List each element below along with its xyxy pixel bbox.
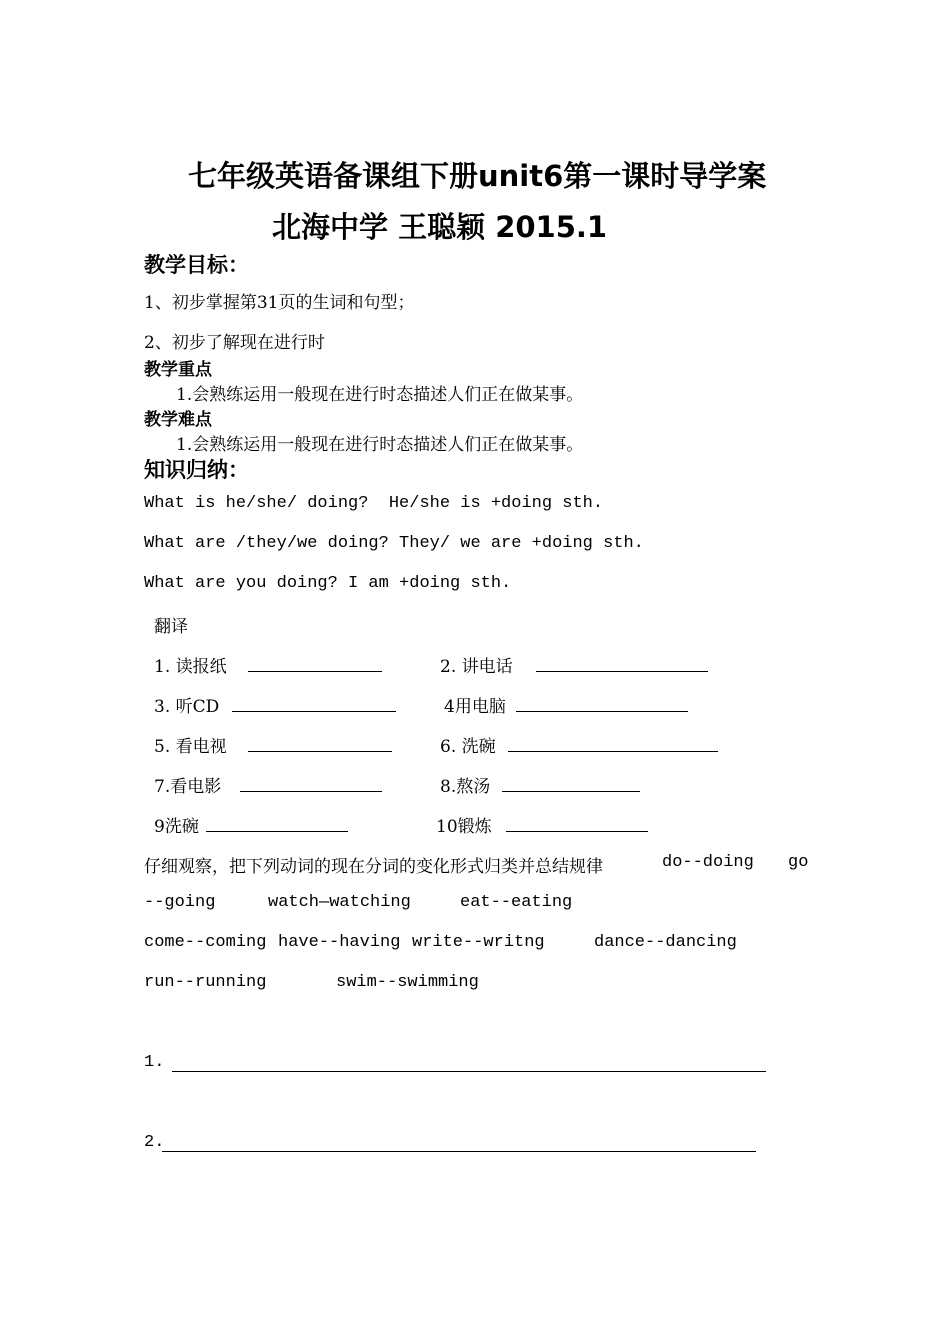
goal-item-1: 1、初步掌握第31页的生词和句型； [144,293,415,313]
key-point-item-1: 1.会熟练运用一般现在进行时态描述人们正在做某事。 [176,385,584,405]
summary-blank-2[interactable] [162,1151,756,1152]
example-run: run--running [144,973,267,992]
page-subtitle: 北海中学 王聪颖 2015.1 [272,210,608,244]
example-come: come--coming [144,933,267,952]
answer-blank-6[interactable] [508,751,718,752]
key-points-heading: 教学重点 [144,360,212,380]
knowledge-line-2: What are /they/we doing? They/ we are +doing sth. [144,534,644,553]
answer-label-1: 1. [144,1053,165,1072]
example-eat: eat--eating [460,893,573,912]
example-go: go [788,853,809,872]
example-do: do--doing [662,853,754,872]
observe-intro: 仔细观察，把下列动词的现在分词的变化形式归类并总结规律 [144,857,603,877]
answer-blank-8[interactable] [502,791,640,792]
translate-item-3: 3. 听CD [154,697,225,717]
example-watch: watch—watching [268,893,411,912]
goal-item-2: 2、初步了解现在进行时 [144,333,325,353]
translate-item-6: 6. 洗碗 [440,737,496,757]
answer-blank-3[interactable] [232,711,396,712]
answer-blank-9[interactable] [206,831,348,832]
knowledge-line-1: What is he/she/ doing? He/she is +doing sth. [144,494,604,513]
difficulties-heading: 教学难点 [144,410,212,430]
page-title: 七年级英语备课组下册unit6第一课时导学案 [188,159,767,193]
difficulty-item-1: 1.会熟练运用一般现在进行时态描述人们正在做某事。 [176,435,584,455]
knowledge-heading: 知识归纳： [144,458,249,482]
example-have: have--having [278,933,401,952]
translate-item-4: 4用电脑 [444,697,506,717]
example-dance: dance--dancing [594,933,737,952]
summary-blank-1[interactable] [172,1071,766,1072]
translate-heading: 翻译 [154,617,188,637]
example-going: --going [144,893,216,912]
translate-item-5: 5. 看电视 [154,737,233,757]
answer-label-2: 2. [144,1133,165,1152]
translate-item-9: 9洗碗 [154,817,199,837]
answer-blank-4[interactable] [516,711,688,712]
answer-blank-1[interactable] [248,671,382,672]
example-swim: swim--swimming [336,973,479,992]
knowledge-line-3: What are you doing? I am +doing sth. [144,574,512,593]
answer-blank-10[interactable] [506,831,648,832]
answer-blank-2[interactable] [536,671,708,672]
goals-heading: 教学目标： [144,253,249,277]
translate-item-1: 1. 读报纸 [154,657,233,677]
answer-blank-5[interactable] [248,751,392,752]
translate-item-10: 10锻炼 [436,817,498,837]
translate-item-8: 8.熬汤 [440,777,491,797]
example-write: write--writng [412,933,545,952]
answer-blank-7[interactable] [240,791,382,792]
translate-item-7: 7.看电影 [154,777,227,797]
translate-item-2: 2. 讲电话 [440,657,519,677]
